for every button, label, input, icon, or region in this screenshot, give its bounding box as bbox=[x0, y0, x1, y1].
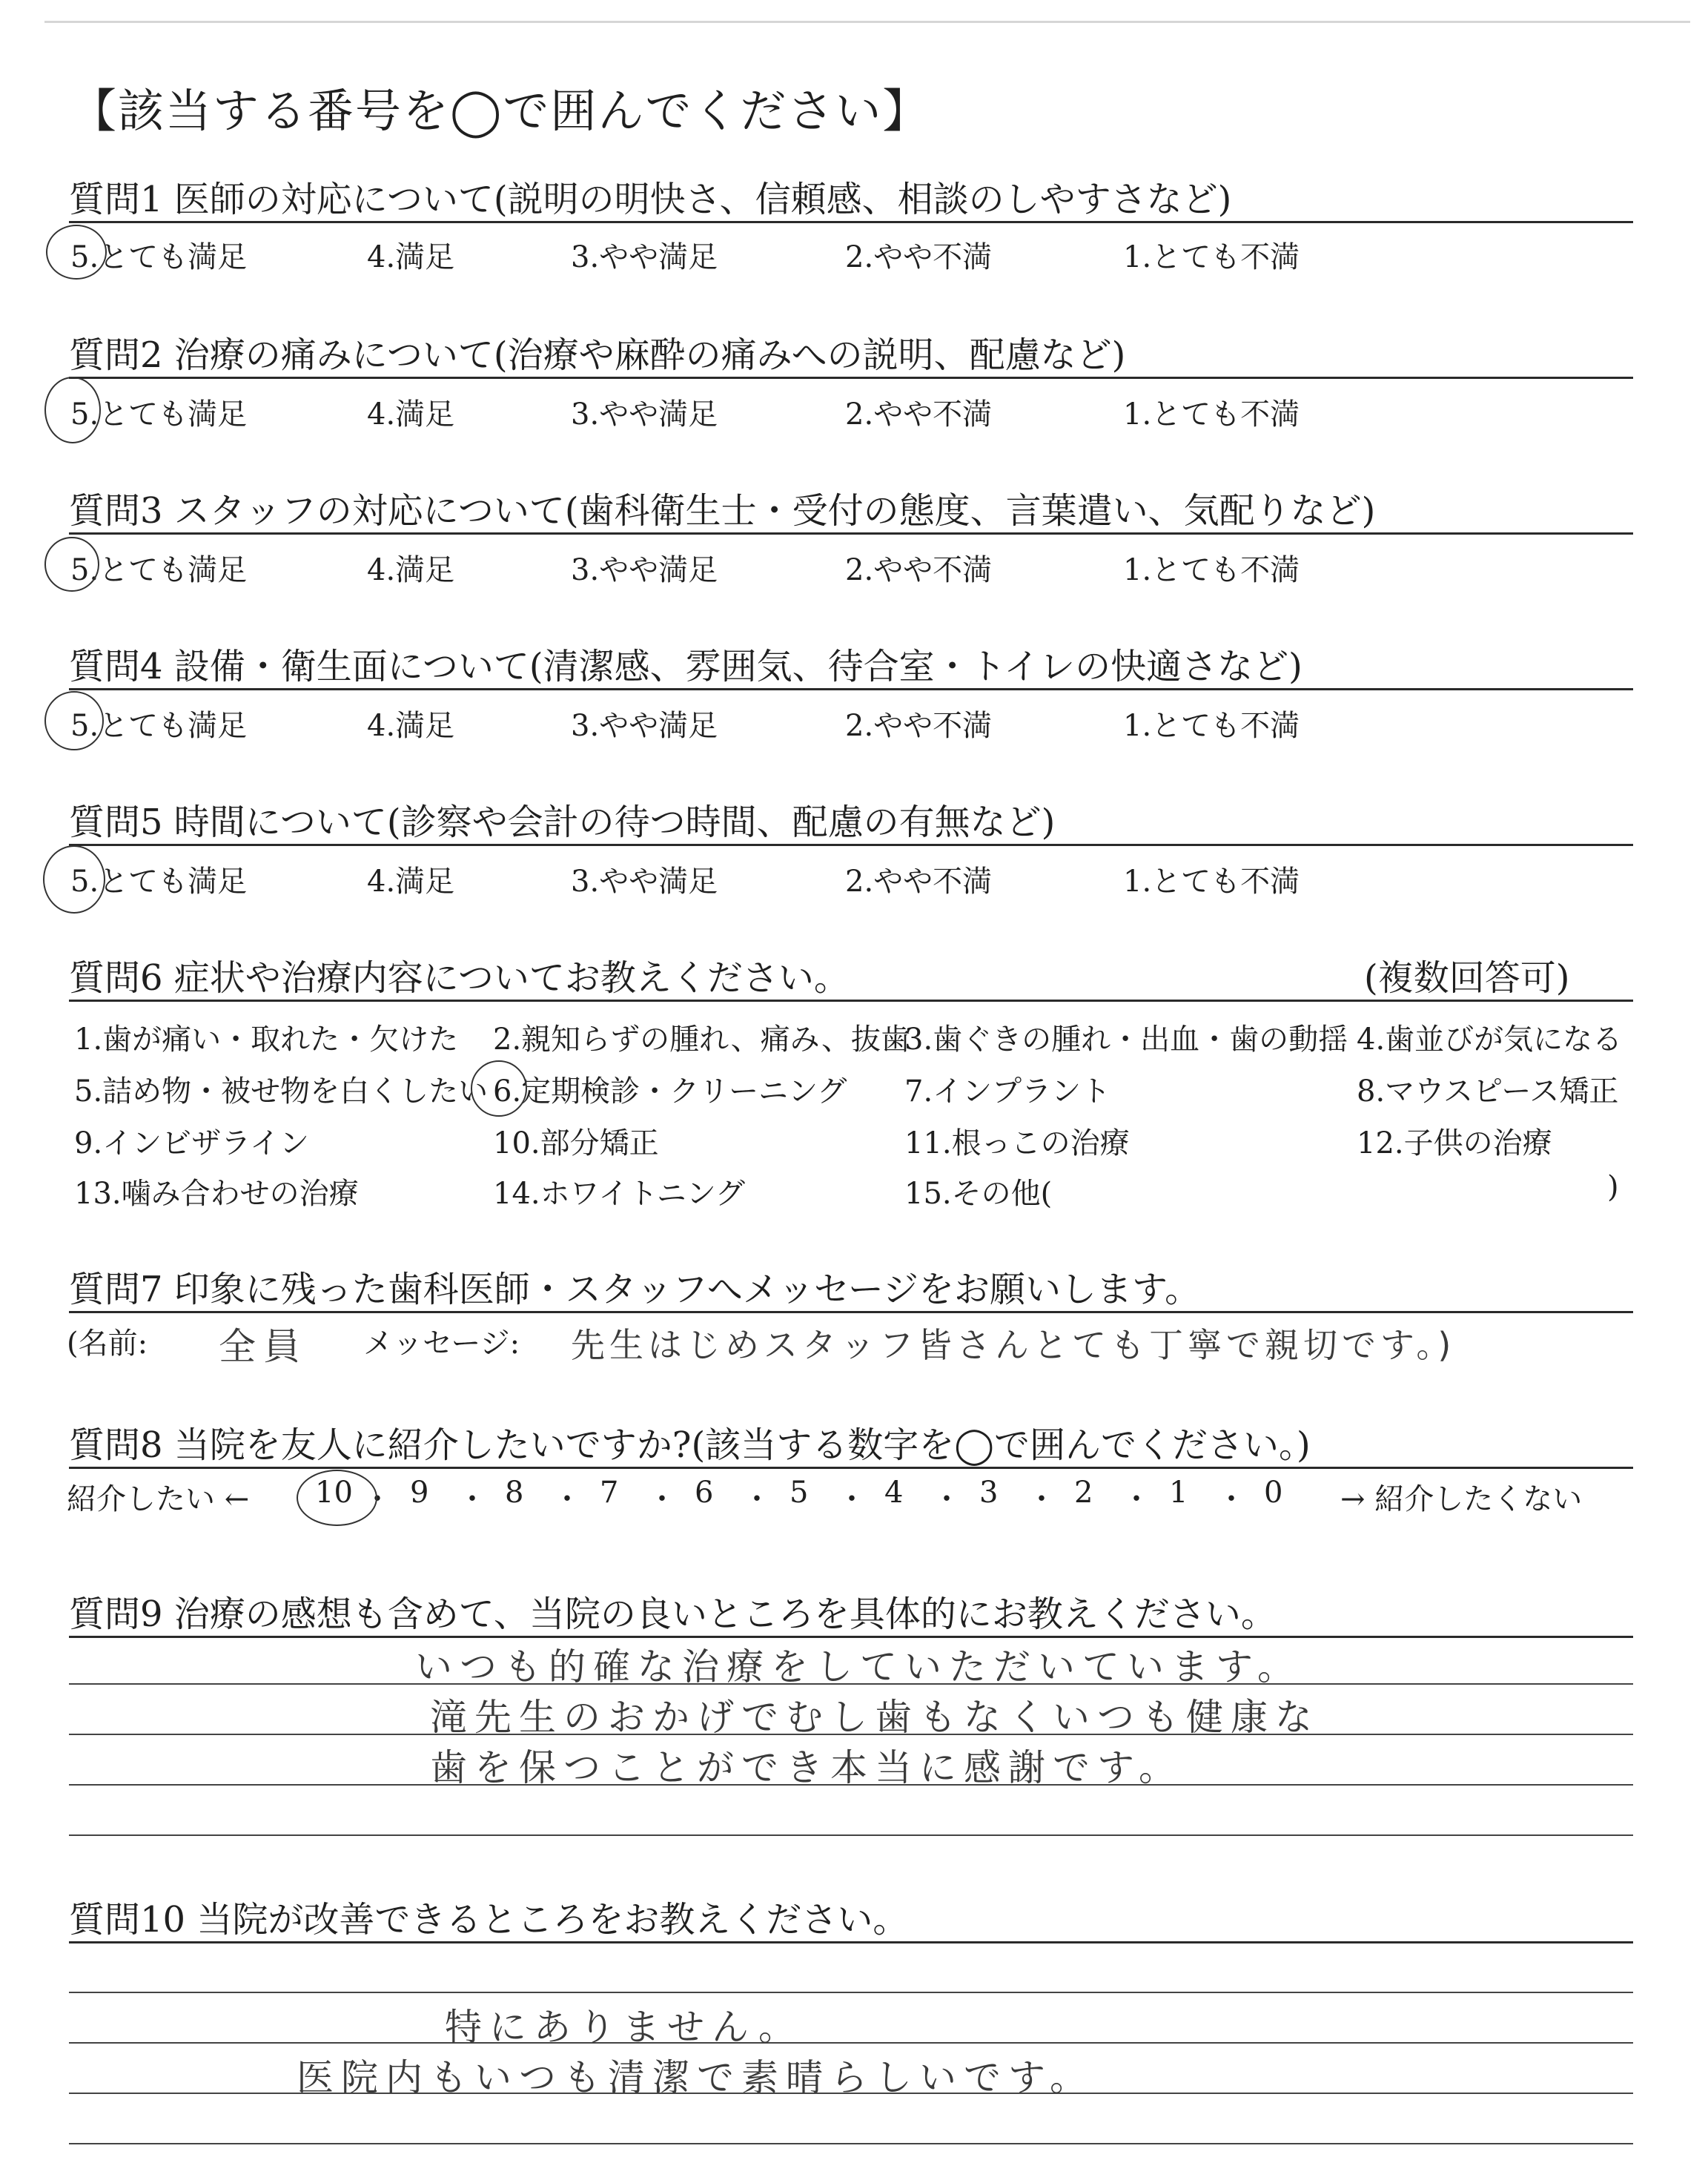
q5-option-4[interactable]: 4.満足 bbox=[367, 865, 455, 899]
q2-selection-circle bbox=[44, 377, 101, 443]
q8-right-label: → 紹介したくない bbox=[1340, 1482, 1583, 1516]
q6-item-13[interactable]: 13.噛み合わせの治療 bbox=[74, 1177, 359, 1211]
q9-line-4 bbox=[69, 1834, 1633, 1836]
q2-option-4[interactable]: 4.満足 bbox=[367, 397, 455, 432]
q10-line-4 bbox=[69, 2143, 1633, 2144]
q3-title: 質問3 スタッフの対応について(歯科衛生士・受付の態度、言葉遣い、気配りなど) bbox=[69, 490, 1376, 532]
q4-option-2[interactable]: 2.やや不満 bbox=[845, 709, 993, 743]
q8-rule bbox=[69, 1467, 1633, 1469]
q6-item-9[interactable]: 9.インビザライン bbox=[74, 1126, 309, 1160]
q6-item-15[interactable]: 15.その他( bbox=[904, 1177, 1053, 1211]
q8-scale-value-9[interactable]: 9 bbox=[410, 1476, 429, 1510]
q8-scale-value-5[interactable]: 5 bbox=[790, 1476, 809, 1510]
q6-title: 質問6 症状や治療内容についてお教えください。 bbox=[69, 957, 850, 999]
q3-option-2[interactable]: 2.やや不満 bbox=[845, 553, 993, 587]
q7-rule bbox=[69, 1311, 1633, 1313]
q1-rule bbox=[69, 221, 1633, 223]
q8-scale-separator: ・ bbox=[552, 1482, 582, 1516]
q10-answer-line-1[interactable]: 特にありません。 bbox=[445, 2006, 803, 2049]
q3-option-1[interactable]: 1.とても不満 bbox=[1123, 553, 1300, 587]
q2-option-3[interactable]: 3.やや満足 bbox=[571, 397, 718, 432]
q6-rule bbox=[69, 1000, 1633, 1002]
q8-title: 質問8 当院を友人に紹介したいですか?(該当する数字を◯で囲んでください。) bbox=[69, 1424, 1311, 1466]
q5-option-5[interactable]: 5.とても満足 bbox=[70, 865, 248, 899]
q10-line-2 bbox=[69, 2042, 1633, 2044]
q1-selection-circle bbox=[46, 225, 107, 280]
q4-option-3[interactable]: 3.やや満足 bbox=[571, 709, 718, 743]
q8-scale-value-10[interactable]: 10 bbox=[315, 1476, 353, 1510]
q8-scale-value-8[interactable]: 8 bbox=[505, 1476, 524, 1510]
q4-selection-circle bbox=[44, 691, 104, 750]
top-border bbox=[44, 21, 1690, 23]
q2-option-2[interactable]: 2.やや不満 bbox=[845, 397, 993, 432]
q1-option-4[interactable]: 4.満足 bbox=[367, 240, 455, 274]
q8-scale-value-1[interactable]: 1 bbox=[1169, 1476, 1188, 1510]
q8-scale-value-0[interactable]: 0 bbox=[1264, 1476, 1283, 1510]
q6-item-14[interactable]: 14.ホワイトニング bbox=[493, 1177, 746, 1211]
q8-scale-value-4[interactable]: 4 bbox=[884, 1476, 904, 1510]
q5-option-2[interactable]: 2.やや不満 bbox=[845, 865, 993, 899]
q9-answer-line-3[interactable]: 歯を保つことができ本当に感謝です。 bbox=[430, 1746, 1183, 1789]
q3-option-5[interactable]: 5.とても満足 bbox=[70, 553, 248, 587]
q8-scale-value-2[interactable]: 2 bbox=[1074, 1476, 1093, 1510]
q8-scale-separator: ・ bbox=[1122, 1482, 1151, 1516]
q6-item-1[interactable]: 1.歯が痛い・取れた・欠けた bbox=[74, 1023, 459, 1057]
q8-left-label: 紹介したい ← bbox=[67, 1482, 250, 1516]
q1-option-2[interactable]: 2.やや不満 bbox=[845, 240, 993, 274]
q7-message-value[interactable]: 先生はじめスタッフ皆さんとても丁寧で親切です。) bbox=[571, 1325, 1456, 1365]
q8-scale-separator: ・ bbox=[932, 1482, 961, 1516]
q6-item-15-close: ) bbox=[1607, 1170, 1619, 1204]
q8-scale-value-7[interactable]: 7 bbox=[600, 1476, 619, 1510]
q1-option-1[interactable]: 1.とても不満 bbox=[1123, 240, 1300, 274]
q7-message-label: メッセージ: bbox=[363, 1327, 520, 1361]
q5-option-3[interactable]: 3.やや満足 bbox=[571, 865, 718, 899]
q8-scale-separator: ・ bbox=[457, 1482, 487, 1516]
q6-item-11[interactable]: 11.根っこの治療 bbox=[904, 1126, 1130, 1160]
q8-scale-separator: ・ bbox=[837, 1482, 867, 1516]
q8-scale-separator: ・ bbox=[1027, 1482, 1056, 1516]
q1-title: 質問1 医師の対応について(説明の明快さ、信頼感、相談のしやすさなど) bbox=[69, 179, 1232, 220]
q8-scale-separator: ・ bbox=[647, 1482, 677, 1516]
q9-title: 質問9 治療の感想も含めて、当院の良いところを具体的にお教えください。 bbox=[69, 1593, 1277, 1635]
q10-title: 質問10 当院が改善できるところをお教えください。 bbox=[69, 1899, 909, 1941]
q5-option-1[interactable]: 1.とても不満 bbox=[1123, 865, 1300, 899]
q4-title: 質問4 設備・衛生面について(清潔感、雰囲気、待合室・トイレの快適さなど) bbox=[69, 646, 1302, 687]
q3-selection-circle bbox=[44, 537, 99, 592]
q1-option-3[interactable]: 3.やや満足 bbox=[571, 240, 718, 274]
q2-rule bbox=[69, 377, 1633, 379]
q4-option-5[interactable]: 5.とても満足 bbox=[70, 709, 248, 743]
q7-name-value[interactable]: 全員 bbox=[219, 1325, 308, 1368]
q6-item-2[interactable]: 2.親知らずの腫れ、痛み、抜歯 bbox=[493, 1023, 910, 1057]
q6-item-3[interactable]: 3.歯ぐきの腫れ・出血・歯の動揺 bbox=[904, 1023, 1348, 1057]
q1-option-5[interactable]: 5.とても満足 bbox=[70, 240, 248, 274]
q10-answer-line-2[interactable]: 医院内もいつも清潔で素晴らしいです。 bbox=[297, 2056, 1094, 2099]
q3-option-3[interactable]: 3.やや満足 bbox=[571, 553, 718, 587]
q2-option-5[interactable]: 5.とても満足 bbox=[70, 397, 248, 432]
q2-title: 質問2 治療の痛みについて(治療や麻酔の痛みへの説明、配慮など) bbox=[69, 334, 1126, 376]
q9-answer-line-2[interactable]: 滝先生のおかげでむし歯もなくいつも健康な bbox=[430, 1696, 1320, 1739]
q6-item-6[interactable]: 6.定期検診・クリーニング bbox=[493, 1074, 847, 1109]
q3-option-4[interactable]: 4.満足 bbox=[367, 553, 455, 587]
q9-answer-line-1[interactable]: いつも的確な治療をしていただいています。 bbox=[415, 1645, 1302, 1688]
q8-scale-separator: ・ bbox=[742, 1482, 772, 1516]
page-heading: 【該当する番号を◯で囲んでください】 bbox=[70, 84, 930, 138]
q4-option-1[interactable]: 1.とても不満 bbox=[1123, 709, 1300, 743]
q2-option-1[interactable]: 1.とても不満 bbox=[1123, 397, 1300, 432]
q8-scale-value-6[interactable]: 6 bbox=[695, 1476, 714, 1510]
q6-selection-circle bbox=[471, 1060, 527, 1117]
q7-title: 質問7 印象に残った歯科医師・スタッフへメッセージをお願いします。 bbox=[69, 1269, 1201, 1310]
q6-note: (複数回答可) bbox=[1364, 957, 1570, 999]
q6-item-12[interactable]: 12.子供の治療 bbox=[1357, 1126, 1552, 1160]
q6-item-4[interactable]: 4.歯並びが気になる bbox=[1357, 1023, 1623, 1057]
q8-scale-value-3[interactable]: 3 bbox=[979, 1476, 999, 1510]
q6-item-8[interactable]: 8.マウスピース矯正 bbox=[1357, 1074, 1619, 1109]
q6-item-10[interactable]: 10.部分矯正 bbox=[493, 1126, 659, 1160]
q8-scale-separator: ・ bbox=[363, 1482, 392, 1516]
q4-option-4[interactable]: 4.満足 bbox=[367, 709, 455, 743]
q5-rule bbox=[69, 844, 1633, 846]
q7-name-label: (名前: bbox=[67, 1327, 148, 1361]
q6-item-5[interactable]: 5.詰め物・被せ物を白くしたい bbox=[74, 1074, 489, 1109]
q8-scale-separator: ・ bbox=[1217, 1482, 1246, 1516]
q8-selection-circle bbox=[297, 1470, 377, 1526]
q10-line-1 bbox=[69, 1992, 1633, 1993]
q5-title: 質問5 時間について(診察や会計の待つ時間、配慮の有無など) bbox=[69, 802, 1056, 843]
q4-rule bbox=[69, 688, 1633, 690]
q5-selection-circle bbox=[43, 845, 105, 914]
q3-rule bbox=[69, 532, 1633, 535]
q6-item-7[interactable]: 7.インプラント bbox=[904, 1074, 1111, 1109]
q10-rule bbox=[69, 1941, 1633, 1943]
